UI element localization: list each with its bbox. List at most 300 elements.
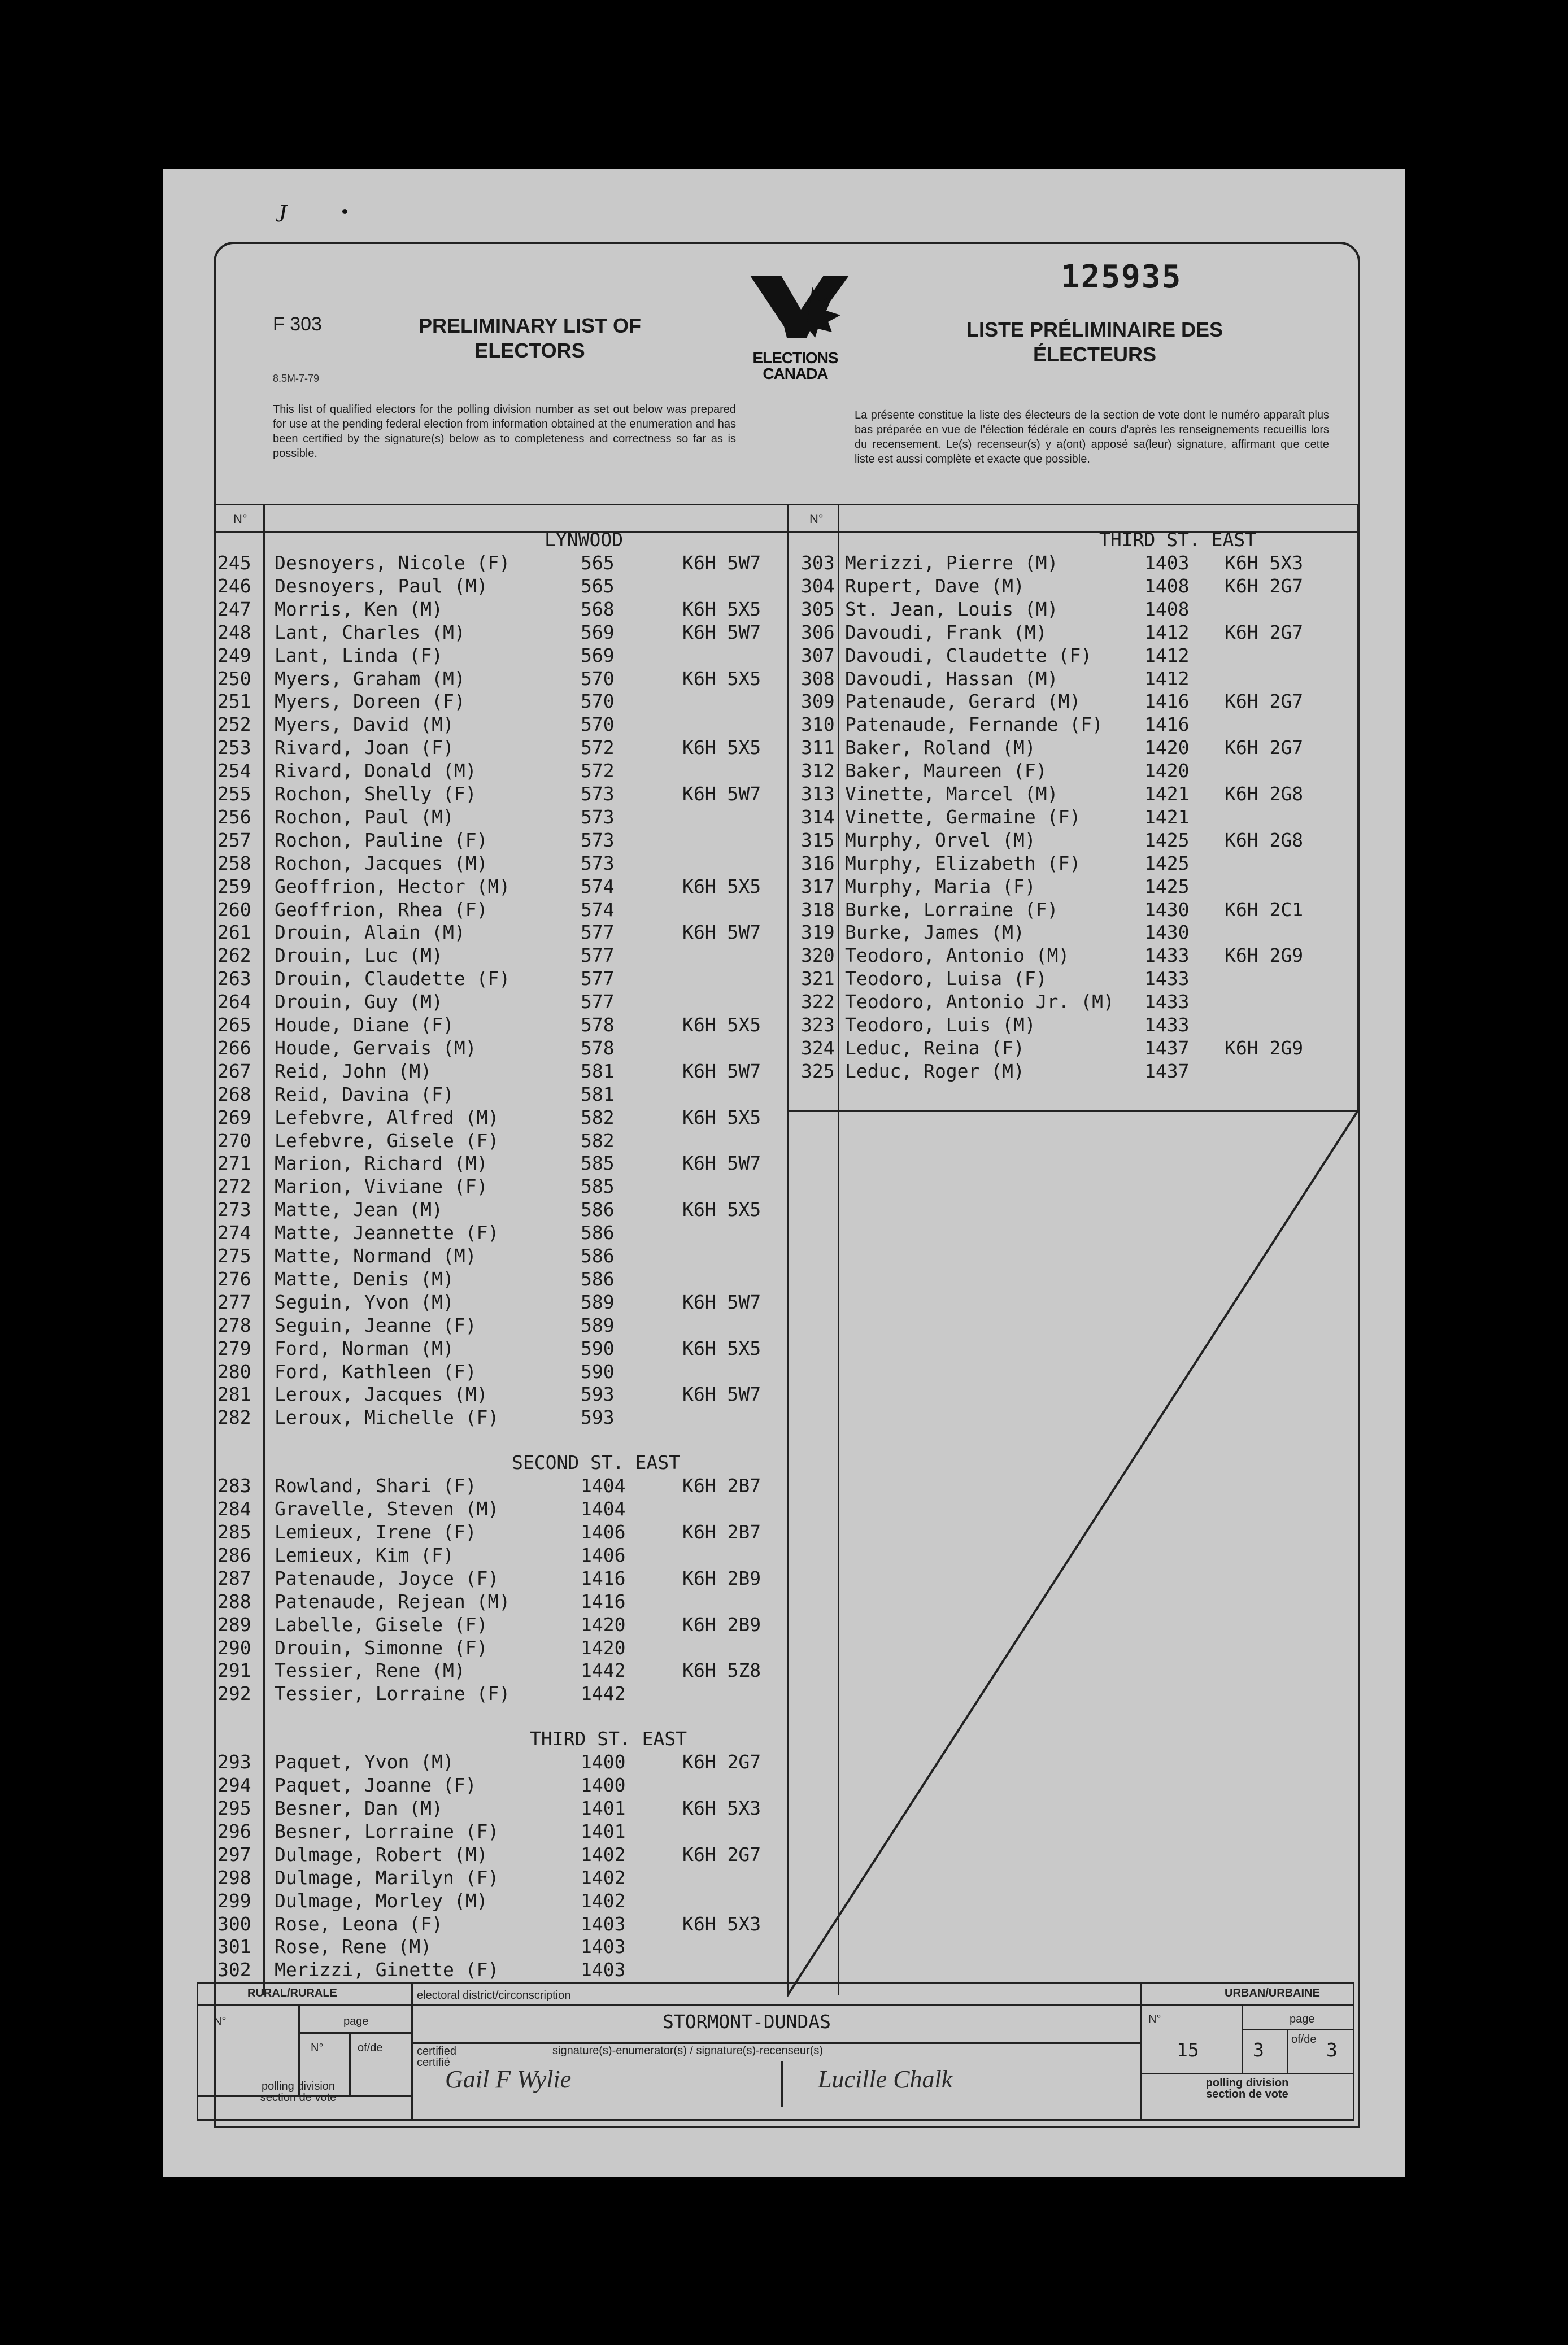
elector-house-number: 577 — [581, 991, 615, 1013]
elector-house-number: 565 — [581, 552, 615, 574]
elector-postal-code: K6H 5X3 — [682, 1912, 761, 1935]
elector-name: Ford, Kathleen (F) — [275, 1360, 477, 1383]
elector-house-number: 1442 — [581, 1683, 626, 1705]
urban-polling-label — [1196, 2077, 1298, 2100]
intro-french: La présente constitue la liste des électeurs de la section de vote dont le numéro apparaît plus bas préparée en vue de l'élection fédérale en cours d'après les renseignements recueillis lors du recensement. Le(s) recenseur(s) y a(ont) apposé sa(leur) signature, affirmant que cette liste est aussi complète et exacte que possible. — [855, 409, 1329, 465]
elector-row — [163, 1036, 1405, 1060]
elector-number: 279 — [217, 1337, 251, 1359]
urban-of-label: of/de — [1291, 2033, 1317, 2046]
urban-polling-label-fr: section de vote — [1206, 2088, 1288, 2100]
elector-name: Rivard, Joan (F) — [275, 736, 454, 759]
elector-house-number: 1403 — [581, 1936, 626, 1958]
elector-house-number: 1412 — [1144, 644, 1190, 666]
elector-name: Geoffrion, Rhea (F) — [275, 898, 488, 921]
street-heading: SECOND ST. EAST — [512, 1452, 681, 1474]
urban-label: URBAN/URBAINE — [1225, 1987, 1320, 1999]
elector-number: 255 — [217, 783, 251, 805]
elector-house-number: 574 — [581, 898, 615, 921]
elector-row — [163, 1843, 784, 1866]
elector-row — [163, 1567, 784, 1590]
street-heading: LYNWOOD — [545, 529, 624, 551]
elector-name: Matte, Denis (M) — [275, 1267, 454, 1290]
elector-postal-code: K6H 5X5 — [682, 1337, 761, 1359]
elector-row — [163, 1337, 784, 1360]
elector-number: 276 — [217, 1267, 251, 1290]
rural-of-label: of/de — [358, 2042, 383, 2054]
elector-number: 260 — [217, 898, 251, 921]
elector-number: 278 — [217, 1314, 251, 1336]
elector-name: Merizzi, Pierre (M) — [845, 552, 1059, 574]
urban-no-divider — [1242, 2005, 1243, 2073]
elector-postal-code: K6H 5W7 — [682, 1291, 761, 1313]
elector-postal-code: K6H 5W7 — [682, 1152, 761, 1175]
elector-name: Rowland, Shari (F) — [275, 1475, 477, 1497]
elector-number: 285 — [217, 1521, 251, 1543]
elector-house-number: 1416 — [581, 1590, 626, 1612]
elector-number: 245 — [217, 552, 251, 574]
elector-number: 294 — [217, 1774, 251, 1797]
elector-row — [163, 1474, 784, 1497]
rural-label: RURAL/RURALE — [247, 1987, 337, 1999]
elector-postal-code: K6H 2B9 — [682, 1567, 761, 1589]
elector-number: 318 — [801, 898, 835, 921]
elector-row — [163, 1291, 784, 1314]
elector-number: 266 — [217, 1036, 251, 1059]
elector-name: Lemieux, Irene (F) — [275, 1521, 477, 1543]
title-french: LISTE PRÉLIMINAIRE DES ÉLECTEURS — [966, 318, 1223, 366]
elector-row — [163, 1013, 1405, 1036]
elector-house-number: 581 — [581, 1060, 615, 1082]
elector-postal-code: K6H 5W7 — [682, 921, 761, 944]
elector-name: Paquet, Yvon (M) — [275, 1751, 454, 1773]
elector-name: Houde, Diane (F) — [275, 1014, 454, 1036]
elector-postal-code: K6H 5X5 — [682, 1014, 761, 1036]
elector-row — [163, 551, 1405, 574]
elector-number: 252 — [217, 713, 251, 736]
elector-house-number: 586 — [581, 1198, 615, 1221]
elector-house-number: 589 — [581, 1291, 615, 1313]
elector-number: 246 — [217, 574, 251, 597]
elector-house-number: 1442 — [581, 1659, 626, 1682]
elector-row — [163, 1889, 784, 1912]
elector-row — [163, 1383, 784, 1406]
elector-house-number: 565 — [581, 574, 615, 597]
district-rule — [411, 2042, 1140, 2044]
elector-row — [163, 1750, 784, 1773]
elector-number: 305 — [801, 598, 835, 620]
elector-number: 275 — [217, 1245, 251, 1267]
elector-row — [163, 1406, 784, 1429]
elector-name: Tessier, Lorraine (F) — [275, 1683, 511, 1705]
elector-house-number: 1412 — [1144, 667, 1190, 690]
elector-row — [163, 852, 1405, 875]
elector-house-number: 586 — [581, 1245, 615, 1267]
elector-name: Murphy, Maria (F) — [845, 875, 1036, 897]
elector-house-number: 590 — [581, 1337, 615, 1359]
elector-number: 313 — [801, 783, 835, 805]
elector-house-number: 577 — [581, 921, 615, 944]
elector-row — [163, 967, 1405, 990]
elector-house-number: 1404 — [581, 1498, 626, 1520]
elector-house-number: 1403 — [581, 1959, 626, 1981]
elector-house-number: 1416 — [1144, 690, 1190, 713]
elector-house-number: 586 — [581, 1267, 615, 1290]
elector-postal-code: K6H 5W7 — [682, 783, 761, 805]
title-english: PRELIMINARY LIST OF ELECTORS — [418, 314, 641, 362]
elector-name: Lemieux, Kim (F) — [275, 1544, 454, 1566]
elector-number: 296 — [217, 1820, 251, 1842]
elector-row — [163, 1314, 784, 1337]
elector-name: Reid, John (M) — [275, 1060, 432, 1082]
elector-name: Drouin, Alain (M) — [275, 921, 465, 944]
elector-row — [163, 1175, 784, 1198]
elector-name: Teodoro, Luis (M) — [845, 1014, 1036, 1036]
elector-name: Dulmage, Marilyn (F) — [275, 1866, 499, 1889]
elector-number: 321 — [801, 967, 835, 990]
elector-number: 261 — [217, 921, 251, 944]
elector-number: 287 — [217, 1567, 251, 1589]
elector-name: Matte, Normand (M) — [275, 1245, 477, 1267]
elector-row — [163, 598, 1405, 621]
elector-name: Vinette, Marcel (M) — [845, 783, 1059, 805]
elector-postal-code: K6H 5X5 — [682, 598, 761, 620]
elector-number: 271 — [217, 1152, 251, 1175]
elector-house-number: 1400 — [581, 1751, 626, 1773]
elector-number: 281 — [217, 1383, 251, 1406]
electoral-list-sheet — [163, 169, 1405, 2177]
elector-house-number: 589 — [581, 1314, 615, 1336]
elector-row — [163, 1958, 784, 1981]
elector-house-number: 1402 — [581, 1866, 626, 1889]
elector-house-number: 593 — [581, 1383, 615, 1406]
cancel-diagonal-line — [787, 1110, 1360, 1997]
elector-number: 248 — [217, 621, 251, 643]
elector-number: 247 — [217, 598, 251, 620]
elector-name: Rochon, Shelly (F) — [275, 783, 477, 805]
elector-number: 288 — [217, 1590, 251, 1612]
urban-page-rule — [1242, 2029, 1354, 2030]
elector-house-number: 1420 — [581, 1636, 626, 1659]
elector-number: 309 — [801, 690, 835, 713]
elector-row — [163, 1129, 784, 1152]
elector-row — [163, 898, 1405, 921]
elector-row — [163, 805, 1405, 829]
elector-number: 258 — [217, 852, 251, 874]
elector-house-number: 569 — [581, 644, 615, 666]
elector-number: 269 — [217, 1106, 251, 1128]
footer-top-rule — [197, 1982, 1354, 1984]
elector-house-number: 1437 — [1144, 1060, 1190, 1082]
elector-number: 314 — [801, 805, 835, 828]
logo-text-line-2: CANADA — [763, 365, 828, 382]
urban-of-divider — [1287, 2029, 1288, 2073]
elector-name: Vinette, Germaine (F) — [845, 805, 1081, 828]
rural-page-rule — [298, 2032, 411, 2034]
elector-house-number: 585 — [581, 1152, 615, 1175]
elector-row — [163, 574, 1405, 598]
elector-house-number: 582 — [581, 1106, 615, 1128]
elector-number: 293 — [217, 1751, 251, 1773]
elector-name: Gravelle, Steven (M) — [275, 1498, 499, 1520]
elector-number: 250 — [217, 667, 251, 690]
rural-of-divider — [349, 2032, 351, 2095]
elector-house-number: 1433 — [1144, 991, 1190, 1013]
elector-number: 291 — [217, 1659, 251, 1682]
elector-name: Merizzi, Ginette (F) — [275, 1959, 499, 1981]
elector-house-number: 1420 — [1144, 760, 1190, 782]
elector-number: 280 — [217, 1360, 251, 1383]
district-value: STORMONT-DUNDAS — [663, 2011, 831, 2033]
elector-row — [163, 1497, 784, 1520]
elector-number: 265 — [217, 1014, 251, 1036]
elector-number: 295 — [217, 1797, 251, 1819]
elector-number: 268 — [217, 1083, 251, 1105]
rural-polling-label-fr: section de vote — [260, 2091, 337, 2104]
elector-postal-code: K6H 2G7 — [1225, 621, 1304, 643]
elector-number: 315 — [801, 829, 835, 851]
urban-polling-label-en: polling division — [1205, 2077, 1289, 2089]
elector-postal-code: K6H 2B9 — [682, 1613, 761, 1636]
elector-name: Teodoro, Luisa (F) — [845, 967, 1047, 990]
number-header-right: N° — [809, 512, 824, 526]
elector-name: Matte, Jeannette (F) — [275, 1222, 499, 1244]
elector-house-number: 1401 — [581, 1820, 626, 1842]
elector-name: Paquet, Joanne (F) — [275, 1774, 477, 1797]
elector-name: Myers, Doreen (F) — [275, 690, 465, 713]
elector-name: Rochon, Jacques (M) — [275, 852, 488, 874]
elector-name: Murphy, Orvel (M) — [845, 829, 1036, 851]
elector-number: 303 — [801, 552, 835, 574]
elector-house-number: 1406 — [581, 1544, 626, 1566]
footer-left-edge — [197, 1982, 198, 2119]
elector-name: Besner, Lorraine (F) — [275, 1820, 499, 1842]
elector-number: 310 — [801, 713, 835, 736]
elector-number: 316 — [801, 852, 835, 874]
elector-row — [163, 1060, 1405, 1083]
elector-row — [163, 1544, 784, 1567]
elector-name: Myers, Graham (M) — [275, 667, 465, 690]
elector-number: 299 — [217, 1889, 251, 1912]
elector-house-number: 1430 — [1144, 921, 1190, 944]
urban-no-label: N° — [1148, 2013, 1161, 2025]
elector-house-number: 1420 — [581, 1613, 626, 1636]
elector-name: Patenaude, Gerard (M) — [845, 690, 1081, 713]
elector-house-number: 1408 — [1144, 598, 1190, 620]
elector-name: Leduc, Reina (F) — [845, 1036, 1025, 1059]
elector-number: 284 — [217, 1498, 251, 1520]
elector-house-number: 1406 — [581, 1521, 626, 1543]
elector-postal-code: K6H 2G7 — [1225, 690, 1304, 713]
elector-postal-code: K6H 5W7 — [682, 1383, 761, 1406]
elector-house-number: 1402 — [581, 1843, 626, 1865]
elector-house-number: 569 — [581, 621, 615, 643]
elector-postal-code: K6H 2G7 — [682, 1843, 761, 1865]
elector-name: Myers, David (M) — [275, 713, 454, 736]
elector-number: 283 — [217, 1475, 251, 1497]
elector-house-number: 1403 — [581, 1912, 626, 1935]
urban-of-value: 3 — [1326, 2039, 1338, 2061]
elector-name: Drouin, Luc (M) — [275, 944, 443, 967]
elector-house-number: 1437 — [1144, 1036, 1190, 1059]
elector-house-number: 570 — [581, 667, 615, 690]
elector-name: Teodoro, Antonio (M) — [845, 944, 1070, 967]
elector-row — [163, 1636, 784, 1659]
elector-row — [163, 1682, 784, 1705]
elector-name: Tessier, Rene (M) — [275, 1659, 465, 1682]
elector-name: Rochon, Pauline (F) — [275, 829, 488, 851]
elector-name: Patenaude, Joyce (F) — [275, 1567, 499, 1589]
elector-postal-code: K6H 5X3 — [682, 1797, 761, 1819]
elector-number: 286 — [217, 1544, 251, 1566]
elector-number: 277 — [217, 1291, 251, 1313]
elector-house-number: 573 — [581, 783, 615, 805]
elector-house-number: 1420 — [1144, 736, 1190, 759]
elector-row — [163, 1613, 784, 1636]
elector-number: 272 — [217, 1175, 251, 1198]
elector-house-number: 1416 — [1144, 713, 1190, 736]
elector-name: Baker, Maureen (F) — [845, 760, 1047, 782]
elector-row — [163, 644, 1405, 667]
urban-page-value: 3 — [1253, 2039, 1264, 2061]
elector-postal-code: K6H 5Z8 — [682, 1659, 761, 1682]
elector-name: Burke, James (M) — [845, 921, 1025, 944]
corner-dot — [342, 209, 347, 214]
elector-number: 263 — [217, 967, 251, 990]
elector-house-number: 1433 — [1144, 1014, 1190, 1036]
elector-house-number: 586 — [581, 1222, 615, 1244]
elector-house-number: 1430 — [1144, 898, 1190, 921]
elector-name: Dulmage, Morley (M) — [275, 1889, 488, 1912]
certified-label-fr: certifié — [417, 2056, 450, 2069]
elector-house-number: 1402 — [581, 1889, 626, 1912]
elector-house-number: 585 — [581, 1175, 615, 1198]
signature-separator — [781, 2061, 783, 2107]
serial-number: 125935 — [1061, 259, 1182, 295]
elector-house-number: 573 — [581, 852, 615, 874]
footer-urban-divider — [1140, 1982, 1142, 2119]
elector-row — [163, 1866, 784, 1889]
elector-number: 298 — [217, 1866, 251, 1889]
elector-house-number: 578 — [581, 1036, 615, 1059]
elector-name: Leduc, Roger (M) — [845, 1060, 1025, 1082]
elector-house-number: 1403 — [1144, 552, 1190, 574]
elector-row — [163, 1773, 784, 1797]
elector-row — [163, 1590, 784, 1613]
certified-label-en: certified — [417, 2045, 457, 2058]
elector-number: 312 — [801, 760, 835, 782]
elector-row — [163, 875, 1405, 898]
rural-polling-label-en: polling division — [261, 2080, 336, 2093]
elector-number: 251 — [217, 690, 251, 713]
elector-row — [163, 759, 1405, 782]
elector-name: Seguin, Yvon (M) — [275, 1291, 454, 1313]
elector-name: Davoudi, Hassan (M) — [845, 667, 1059, 690]
elector-house-number: 577 — [581, 967, 615, 990]
elector-postal-code: K6H 2B7 — [682, 1475, 761, 1497]
elector-name: Leroux, Jacques (M) — [275, 1383, 488, 1406]
elector-number: 259 — [217, 875, 251, 897]
elector-row — [163, 1152, 784, 1175]
elector-number: 254 — [217, 760, 251, 782]
elector-house-number: 593 — [581, 1406, 615, 1429]
elector-postal-code: K6H 2G8 — [1225, 829, 1304, 851]
elector-postal-code: K6H 5W7 — [682, 621, 761, 643]
elector-row — [163, 990, 1405, 1013]
elector-name: Patenaude, Fernande (F) — [845, 713, 1103, 736]
elector-name: Reid, Davina (F) — [275, 1083, 454, 1105]
signature-label: signature(s)-enumerator(s) / signature(s)-recenseur(s) — [552, 2045, 824, 2057]
elector-name: Ford, Norman (M) — [275, 1337, 454, 1359]
elector-number: 319 — [801, 921, 835, 944]
elector-number: 249 — [217, 644, 251, 666]
elector-house-number: 573 — [581, 805, 615, 828]
elector-name: St. Jean, Louis (M) — [845, 598, 1059, 620]
elector-name: Matte, Jean (M) — [275, 1198, 443, 1221]
elector-house-number: 1408 — [1144, 574, 1190, 597]
elector-house-number: 570 — [581, 690, 615, 713]
elector-house-number: 574 — [581, 875, 615, 897]
elector-row — [163, 1360, 784, 1383]
elector-number: 264 — [217, 991, 251, 1013]
elector-name: Rupert, Dave (M) — [845, 574, 1025, 597]
elector-number: 282 — [217, 1406, 251, 1429]
elector-name: Lant, Charles (M) — [275, 621, 465, 643]
elector-name: Rose, Leona (F) — [275, 1912, 443, 1935]
elector-house-number: 570 — [581, 713, 615, 736]
elector-house-number: 590 — [581, 1360, 615, 1383]
elector-postal-code: K6H 2G7 — [1225, 574, 1304, 597]
elector-row — [163, 1797, 784, 1820]
rural-polling-label — [259, 2081, 338, 2103]
elector-row — [163, 1659, 784, 1682]
elector-name: Teodoro, Antonio Jr. (M) — [845, 991, 1114, 1013]
elector-house-number: 1425 — [1144, 852, 1190, 874]
elector-postal-code: K6H 5X5 — [682, 667, 761, 690]
elector-postal-code: K6H 2C1 — [1225, 898, 1304, 921]
elector-house-number: 581 — [581, 1083, 615, 1105]
elector-name: Leroux, Michelle (F) — [275, 1406, 499, 1429]
elector-row — [163, 621, 1405, 644]
elector-name: Geoffrion, Hector (M) — [275, 875, 511, 897]
elector-postal-code: K6H 5W7 — [682, 552, 761, 574]
elector-row — [163, 690, 1405, 713]
elector-row — [163, 829, 1405, 852]
elector-row — [163, 1520, 784, 1544]
elector-postal-code: K6H 5W7 — [682, 1060, 761, 1082]
elector-house-number: 1412 — [1144, 621, 1190, 643]
elector-row — [163, 1083, 784, 1106]
elector-postal-code: K6H 5X5 — [682, 1198, 761, 1221]
elector-row — [163, 1198, 784, 1221]
elector-number: 270 — [217, 1129, 251, 1152]
elector-postal-code: K6H 2G9 — [1225, 944, 1304, 967]
elector-name: Desnoyers, Paul (M) — [275, 574, 488, 597]
elector-postal-code: K6H 2B7 — [682, 1521, 761, 1543]
elector-row — [163, 1244, 784, 1267]
elector-name: Lefebvre, Alfred (M) — [275, 1106, 499, 1128]
number-header-left: N° — [233, 512, 247, 526]
elector-row — [163, 736, 1405, 759]
elector-name: Davoudi, Frank (M) — [845, 621, 1047, 643]
urban-page-label: page — [1290, 2013, 1315, 2025]
elector-name: Drouin, Simonne (F) — [275, 1636, 488, 1659]
street-heading: THIRD ST. EAST — [530, 1728, 687, 1750]
elector-postal-code: K6H 5X3 — [1225, 552, 1304, 574]
elector-name: Drouin, Guy (M) — [275, 991, 443, 1013]
elector-number: 273 — [217, 1198, 251, 1221]
elector-number: 253 — [217, 736, 251, 759]
elector-number: 306 — [801, 621, 835, 643]
